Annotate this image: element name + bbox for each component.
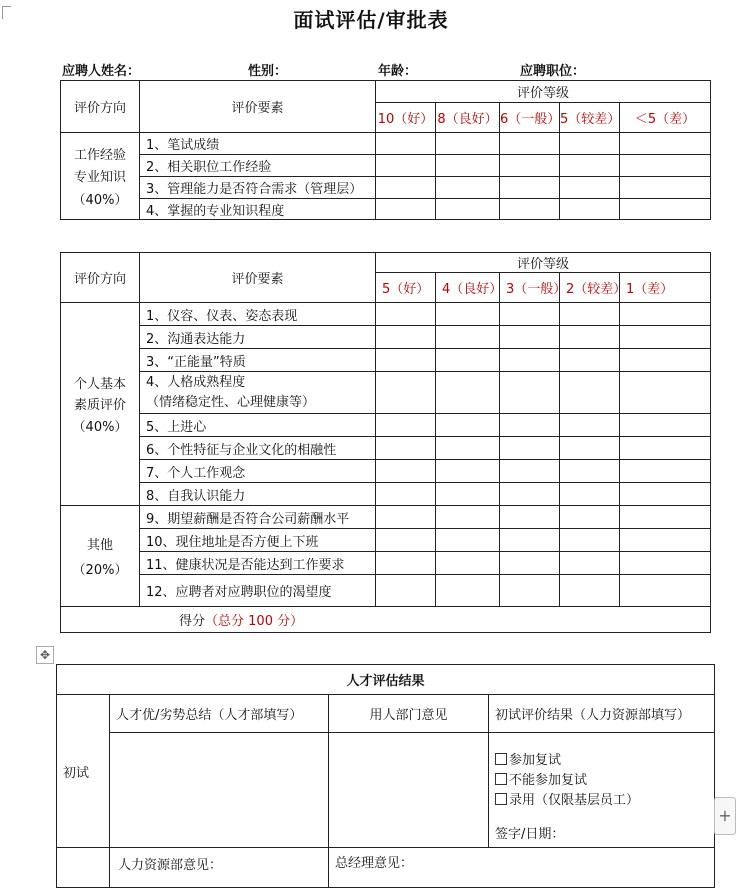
score-cell[interactable] — [620, 349, 711, 372]
initial-row-label: 初试 — [57, 695, 110, 848]
score-cell[interactable] — [376, 460, 436, 483]
score-cell[interactable] — [376, 529, 436, 552]
total-score-row[interactable] — [61, 607, 711, 633]
score-cell[interactable] — [500, 326, 560, 349]
score-cell[interactable] — [560, 303, 620, 326]
item-label: 3、“正能量”特质 — [140, 349, 376, 372]
dept-opinion-header: 用人部门意见 — [329, 695, 489, 733]
item-label: 1、仪容、仪表、姿态表现 — [140, 303, 376, 326]
score-cell[interactable] — [560, 133, 620, 155]
talent-summary-header: 人才优/劣势总结（人才部填写） — [110, 695, 329, 733]
score-cell[interactable] — [376, 133, 436, 155]
evaluation-table-experience — [60, 80, 711, 220]
score-cell[interactable] — [500, 460, 560, 483]
group-cell-quality — [61, 303, 140, 506]
level-header: 5（好） — [376, 273, 436, 303]
score-cell[interactable] — [560, 460, 620, 483]
score-cell[interactable] — [560, 529, 620, 552]
score-cell[interactable] — [500, 349, 560, 372]
applicant-info-row — [62, 60, 662, 80]
score-cell[interactable] — [500, 155, 560, 177]
score-cell[interactable] — [436, 529, 500, 552]
header-levels: 评价等级 — [376, 253, 711, 273]
level-header: 6（一般） — [500, 103, 560, 133]
checkbox-icon[interactable] — [495, 793, 507, 805]
item-label: 2、沟通表达能力 — [140, 326, 376, 349]
score-cell[interactable] — [436, 575, 500, 607]
score-cell[interactable] — [620, 437, 711, 460]
score-cell[interactable] — [560, 372, 620, 414]
group-weight: （40%） — [72, 419, 128, 435]
score-cell[interactable] — [560, 414, 620, 437]
score-cell[interactable] — [376, 575, 436, 607]
evaluation-table-quality — [60, 252, 711, 633]
score-cell[interactable] — [436, 177, 500, 199]
applicant-name-label: 应聘人姓名： — [62, 64, 141, 79]
level-header: 3（一般） — [500, 273, 560, 303]
talent-result-table — [56, 664, 715, 888]
item-label: 11、健康状况是否能达到工作要求 — [140, 552, 376, 575]
score-cell[interactable] — [620, 529, 711, 552]
score-cell[interactable] — [376, 303, 436, 326]
hr-result-field[interactable] — [489, 733, 715, 848]
score-cell[interactable] — [620, 372, 711, 414]
score-cell[interactable] — [620, 326, 711, 349]
score-cell[interactable] — [560, 575, 620, 607]
level-header: 8（良好） — [436, 103, 500, 133]
score-cell[interactable] — [620, 303, 711, 326]
category-cell — [61, 133, 140, 220]
header-direction: 评价方向 — [61, 81, 140, 133]
score-cell[interactable] — [500, 506, 560, 529]
score-cell[interactable] — [560, 177, 620, 199]
header-levels: 评价等级 — [376, 81, 711, 103]
score-cell[interactable] — [560, 552, 620, 575]
category-name: 工作经验专业知识 — [73, 147, 126, 185]
score-cell[interactable] — [436, 372, 500, 414]
group-name: 其他 — [86, 538, 113, 553]
score-cell[interactable] — [376, 155, 436, 177]
score-cell[interactable] — [560, 349, 620, 372]
item-label-two-line — [140, 372, 376, 414]
score-cell[interactable] — [560, 506, 620, 529]
item-label: 2、相关职位工作经验 — [140, 155, 376, 177]
item-label: 4、人格成熟程度 — [146, 374, 246, 390]
level-header: 1（差） — [620, 273, 711, 303]
result-title: 人才评估结果 — [57, 665, 715, 695]
score-cell[interactable] — [620, 414, 711, 437]
score-cell[interactable] — [376, 372, 436, 414]
score-note: （总分 100 分） — [205, 614, 304, 629]
item-label: 1、笔试成绩 — [140, 133, 376, 155]
score-cell[interactable] — [620, 506, 711, 529]
group-name: 个人基本素质评价 — [73, 376, 126, 413]
score-cell[interactable] — [620, 483, 711, 506]
score-cell[interactable] — [560, 155, 620, 177]
score-cell[interactable] — [436, 326, 500, 349]
score-cell[interactable] — [560, 326, 620, 349]
level-header: 2（较差） — [560, 273, 620, 303]
score-cell[interactable] — [620, 552, 711, 575]
score-cell[interactable] — [500, 437, 560, 460]
score-cell[interactable] — [376, 349, 436, 372]
option-no-second-round[interactable]: 不能参加复试 — [495, 771, 714, 791]
score-cell[interactable] — [500, 303, 560, 326]
checkbox-icon[interactable] — [495, 753, 507, 765]
age-label: 年龄： — [378, 64, 418, 79]
item-label: 6、个性特征与企业文化的相融性 — [140, 437, 376, 460]
score-cell[interactable] — [436, 437, 500, 460]
score-cell[interactable] — [436, 460, 500, 483]
item-label-note: （情绪稳定性、心理健康等） — [146, 394, 316, 410]
score-cell[interactable] — [620, 460, 711, 483]
score-cell[interactable] — [500, 575, 560, 607]
sign-date-label: 签字/日期： — [495, 827, 565, 842]
score-cell[interactable] — [376, 506, 436, 529]
item-label: 9、期望薪酬是否符合公司薪酬水平 — [140, 506, 376, 529]
score-cell[interactable] — [560, 483, 620, 506]
score-cell[interactable] — [500, 372, 560, 414]
score-cell[interactable] — [376, 326, 436, 349]
score-cell[interactable] — [436, 303, 500, 326]
score-cell[interactable] — [436, 199, 500, 220]
option-hire[interactable]: 录用（仅限基层员工） — [495, 791, 714, 811]
option-second-round[interactable]: 参加复试 — [495, 751, 714, 771]
score-cell[interactable] — [500, 529, 560, 552]
item-label: 10、现住地址是否方便上下班 — [140, 529, 376, 552]
hr-opinion-field[interactable]: 人力资源部意见： — [110, 848, 329, 888]
score-cell[interactable] — [500, 199, 560, 220]
score-cell[interactable] — [620, 155, 711, 177]
score-cell[interactable] — [436, 483, 500, 506]
level-header: ＜5（差） — [620, 103, 711, 133]
score-cell[interactable] — [376, 483, 436, 506]
score-cell[interactable] — [376, 552, 436, 575]
score-cell[interactable] — [500, 483, 560, 506]
group-weight: （20%） — [72, 563, 128, 578]
score-cell[interactable] — [500, 133, 560, 155]
score-cell[interactable] — [620, 575, 711, 607]
score-cell[interactable] — [436, 552, 500, 575]
score-cell[interactable] — [560, 437, 620, 460]
gender-label: 性别： — [248, 64, 288, 79]
position-label: 应聘职位： — [520, 64, 586, 79]
dept-opinion-field[interactable] — [329, 733, 489, 848]
score-cell[interactable] — [376, 437, 436, 460]
header-elements: 评价要素 — [140, 253, 376, 303]
item-label: 3、管理能力是否符合需求（管理层） — [140, 177, 376, 199]
score-cell[interactable] — [436, 414, 500, 437]
score-cell[interactable] — [620, 177, 711, 199]
score-cell[interactable] — [436, 155, 500, 177]
item-label: 12、应聘者对应聘职位的渴望度 — [140, 575, 376, 607]
score-cell[interactable] — [560, 199, 620, 220]
item-label: 5、上进心 — [140, 414, 376, 437]
item-label: 8、自我认识能力 — [140, 483, 376, 506]
hr-result-header: 初试评价结果（人力资源部填写） — [489, 695, 715, 733]
header-direction: 评价方向 — [61, 253, 140, 303]
checkbox-icon[interactable] — [495, 773, 507, 785]
score-cell[interactable] — [500, 552, 560, 575]
score-cell[interactable] — [376, 199, 436, 220]
group-cell-other — [61, 506, 140, 607]
level-header: 10（好） — [376, 103, 436, 133]
score-cell[interactable] — [500, 414, 560, 437]
add-row-button[interactable]: + — [714, 797, 736, 835]
score-cell[interactable] — [500, 177, 560, 199]
page-title: 面试评估/审批表 — [293, 8, 449, 32]
item-label: 7、个人工作观念 — [140, 460, 376, 483]
score-cell[interactable] — [436, 506, 500, 529]
table-move-handle-icon[interactable]: ✥ — [36, 646, 54, 664]
category-weight: （40%） — [72, 192, 128, 208]
score-cell[interactable] — [436, 133, 500, 155]
level-header: 5（较差） — [560, 103, 620, 133]
score-cell[interactable] — [620, 133, 711, 155]
score-cell[interactable] — [436, 349, 500, 372]
gm-opinion-field[interactable]: 总经理意见： — [329, 848, 715, 888]
header-elements: 评价要素 — [140, 81, 376, 133]
score-label: 得分 — [179, 614, 206, 629]
level-header: 4（良好） — [436, 273, 500, 303]
approval-row-label — [57, 848, 110, 888]
score-cell[interactable] — [620, 199, 711, 220]
score-cell[interactable] — [376, 177, 436, 199]
score-cell[interactable] — [376, 414, 436, 437]
item-label: 4、掌握的专业知识程度 — [140, 199, 376, 220]
talent-summary-field[interactable] — [110, 733, 329, 848]
